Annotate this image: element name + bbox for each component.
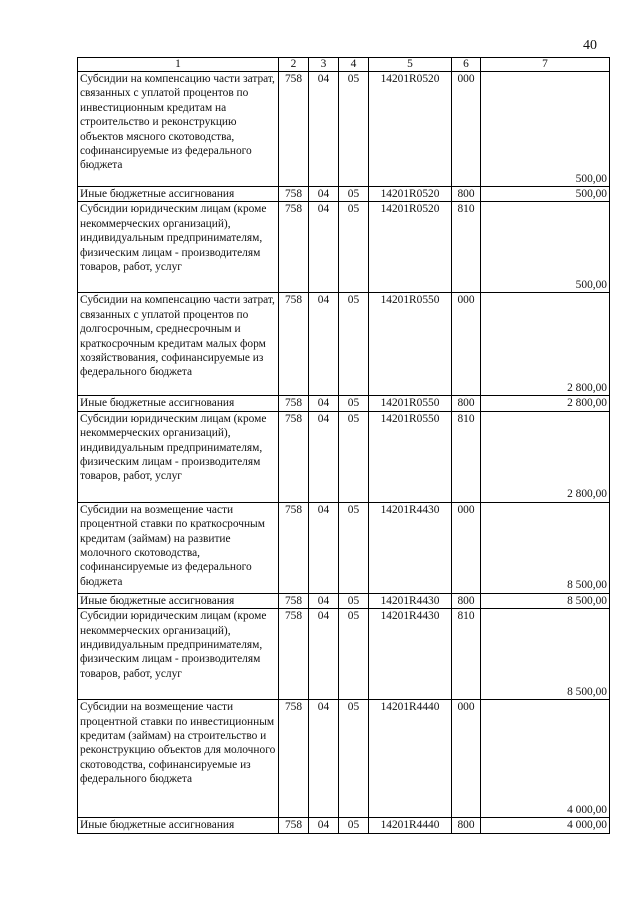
row-amount: 8 500,00 bbox=[481, 502, 610, 593]
row-amount: 2 800,00 bbox=[481, 396, 610, 411]
row-target-code: 14201R0550 bbox=[369, 411, 452, 502]
header-cell: 6 bbox=[452, 58, 481, 72]
row-name: Иные бюджетные ассигнования bbox=[78, 593, 279, 608]
row-section-code: 04 bbox=[309, 396, 339, 411]
row-subsection-code: 05 bbox=[339, 700, 369, 818]
table-row bbox=[78, 396, 610, 411]
row-ministry-code: 758 bbox=[279, 202, 309, 293]
table-row bbox=[78, 202, 610, 293]
row-section-code: 04 bbox=[309, 72, 339, 187]
row-ministry-code: 758 bbox=[279, 396, 309, 411]
row-ministry-code: 758 bbox=[279, 293, 309, 396]
table-row bbox=[78, 818, 610, 833]
table-row bbox=[78, 411, 610, 502]
row-expense-type: 810 bbox=[452, 411, 481, 502]
row-expense-type: 800 bbox=[452, 396, 481, 411]
row-expense-type: 810 bbox=[452, 202, 481, 293]
row-amount: 4 000,00 bbox=[481, 700, 610, 818]
row-section-code: 04 bbox=[309, 609, 339, 700]
row-ministry-code: 758 bbox=[279, 187, 309, 202]
row-target-code: 14201R0520 bbox=[369, 202, 452, 293]
row-target-code: 14201R0550 bbox=[369, 396, 452, 411]
row-ministry-code: 758 bbox=[279, 411, 309, 502]
row-expense-type: 000 bbox=[452, 293, 481, 396]
row-name: Субсидии на возмещение части процентной ставки по краткосрочным кредитам (займам) на развитие молочного скотоводства, софинансируемые из федерального бюджета bbox=[78, 502, 279, 593]
row-section-code: 04 bbox=[309, 502, 339, 593]
row-amount: 4 000,00 bbox=[481, 818, 610, 833]
row-name: Иные бюджетные ассигнования bbox=[78, 396, 279, 411]
row-target-code: 14201R4430 bbox=[369, 593, 452, 608]
header-cell: 4 bbox=[339, 58, 369, 72]
row-subsection-code: 05 bbox=[339, 202, 369, 293]
row-name: Субсидии на компенсацию части затрат, связанных с уплатой процентов по инвестиционным кредитам на строительство и реконструкцию объектов мясного скотоводства, софинансируемые из федерального бюджета bbox=[78, 72, 279, 187]
row-ministry-code: 758 bbox=[279, 609, 309, 700]
row-name: Иные бюджетные ассигнования bbox=[78, 187, 279, 202]
row-subsection-code: 05 bbox=[339, 502, 369, 593]
table-row bbox=[78, 187, 610, 202]
row-target-code: 14201R0550 bbox=[369, 293, 452, 396]
row-expense-type: 810 bbox=[452, 609, 481, 700]
row-section-code: 04 bbox=[309, 293, 339, 396]
table-row bbox=[78, 593, 610, 608]
row-amount: 2 800,00 bbox=[481, 293, 610, 396]
row-subsection-code: 05 bbox=[339, 609, 369, 700]
budget-table bbox=[77, 57, 610, 834]
row-subsection-code: 05 bbox=[339, 411, 369, 502]
row-subsection-code: 05 bbox=[339, 818, 369, 833]
row-amount: 8 500,00 bbox=[481, 593, 610, 608]
row-ministry-code: 758 bbox=[279, 502, 309, 593]
row-name: Субсидии на возмещение части процентной ставки по инвестиционным кредитам (займам) на строительство и реконструкцию объектов для молочного скотоводства, софинансируемые из федерального бюджета bbox=[78, 700, 279, 818]
table-row bbox=[78, 609, 610, 700]
row-subsection-code: 05 bbox=[339, 293, 369, 396]
row-section-code: 04 bbox=[309, 700, 339, 818]
header-cell: 3 bbox=[309, 58, 339, 72]
header-cell: 7 bbox=[481, 58, 610, 72]
row-amount: 500,00 bbox=[481, 72, 610, 187]
row-target-code: 14201R0520 bbox=[369, 187, 452, 202]
row-name: Субсидии на компенсацию части затрат, связанных с уплатой процентов по долгосрочным, среднесрочным и краткосрочным кредитам малых форм хозяйствования, софинансируемые из федерального бюджета bbox=[78, 293, 279, 396]
row-section-code: 04 bbox=[309, 593, 339, 608]
row-name: Субсидии юридическим лицам (кроме некоммерческих организаций), индивидуальным предпринимателям, физическим лицам - производителям товаров, работ, услуг bbox=[78, 411, 279, 502]
row-name: Субсидии юридическим лицам (кроме некоммерческих организаций), индивидуальным предпринимателям, физическим лицам - производителям товаров, работ, услуг bbox=[78, 202, 279, 293]
row-target-code: 14201R4430 bbox=[369, 502, 452, 593]
row-target-code: 14201R0520 bbox=[369, 72, 452, 187]
table-row bbox=[78, 293, 610, 396]
row-subsection-code: 05 bbox=[339, 187, 369, 202]
row-subsection-code: 05 bbox=[339, 396, 369, 411]
page-number: 40 bbox=[583, 38, 597, 53]
table-row bbox=[78, 700, 610, 818]
row-expense-type: 800 bbox=[452, 593, 481, 608]
row-amount: 8 500,00 bbox=[481, 609, 610, 700]
row-subsection-code: 05 bbox=[339, 593, 369, 608]
row-expense-type: 000 bbox=[452, 700, 481, 818]
row-amount: 500,00 bbox=[481, 187, 610, 202]
row-ministry-code: 758 bbox=[279, 700, 309, 818]
header-cell: 1 bbox=[78, 58, 279, 72]
table-row bbox=[78, 72, 610, 187]
row-expense-type: 000 bbox=[452, 502, 481, 593]
row-expense-type: 000 bbox=[452, 72, 481, 187]
table-header-row bbox=[78, 58, 610, 72]
row-ministry-code: 758 bbox=[279, 72, 309, 187]
row-ministry-code: 758 bbox=[279, 818, 309, 833]
row-amount: 2 800,00 bbox=[481, 411, 610, 502]
row-ministry-code: 758 bbox=[279, 593, 309, 608]
row-amount: 500,00 bbox=[481, 202, 610, 293]
row-name: Иные бюджетные ассигнования bbox=[78, 818, 279, 833]
header-cell: 5 bbox=[369, 58, 452, 72]
row-target-code: 14201R4440 bbox=[369, 700, 452, 818]
row-section-code: 04 bbox=[309, 187, 339, 202]
row-expense-type: 800 bbox=[452, 187, 481, 202]
header-cell: 2 bbox=[279, 58, 309, 72]
row-target-code: 14201R4430 bbox=[369, 609, 452, 700]
row-name: Субсидии юридическим лицам (кроме некоммерческих организаций), индивидуальным предпринимателям, физическим лицам - производителям товаров, работ, услуг bbox=[78, 609, 279, 700]
row-expense-type: 800 bbox=[452, 818, 481, 833]
row-target-code: 14201R4440 bbox=[369, 818, 452, 833]
row-subsection-code: 05 bbox=[339, 72, 369, 187]
table-row bbox=[78, 502, 610, 593]
row-section-code: 04 bbox=[309, 818, 339, 833]
row-section-code: 04 bbox=[309, 202, 339, 293]
row-section-code: 04 bbox=[309, 411, 339, 502]
